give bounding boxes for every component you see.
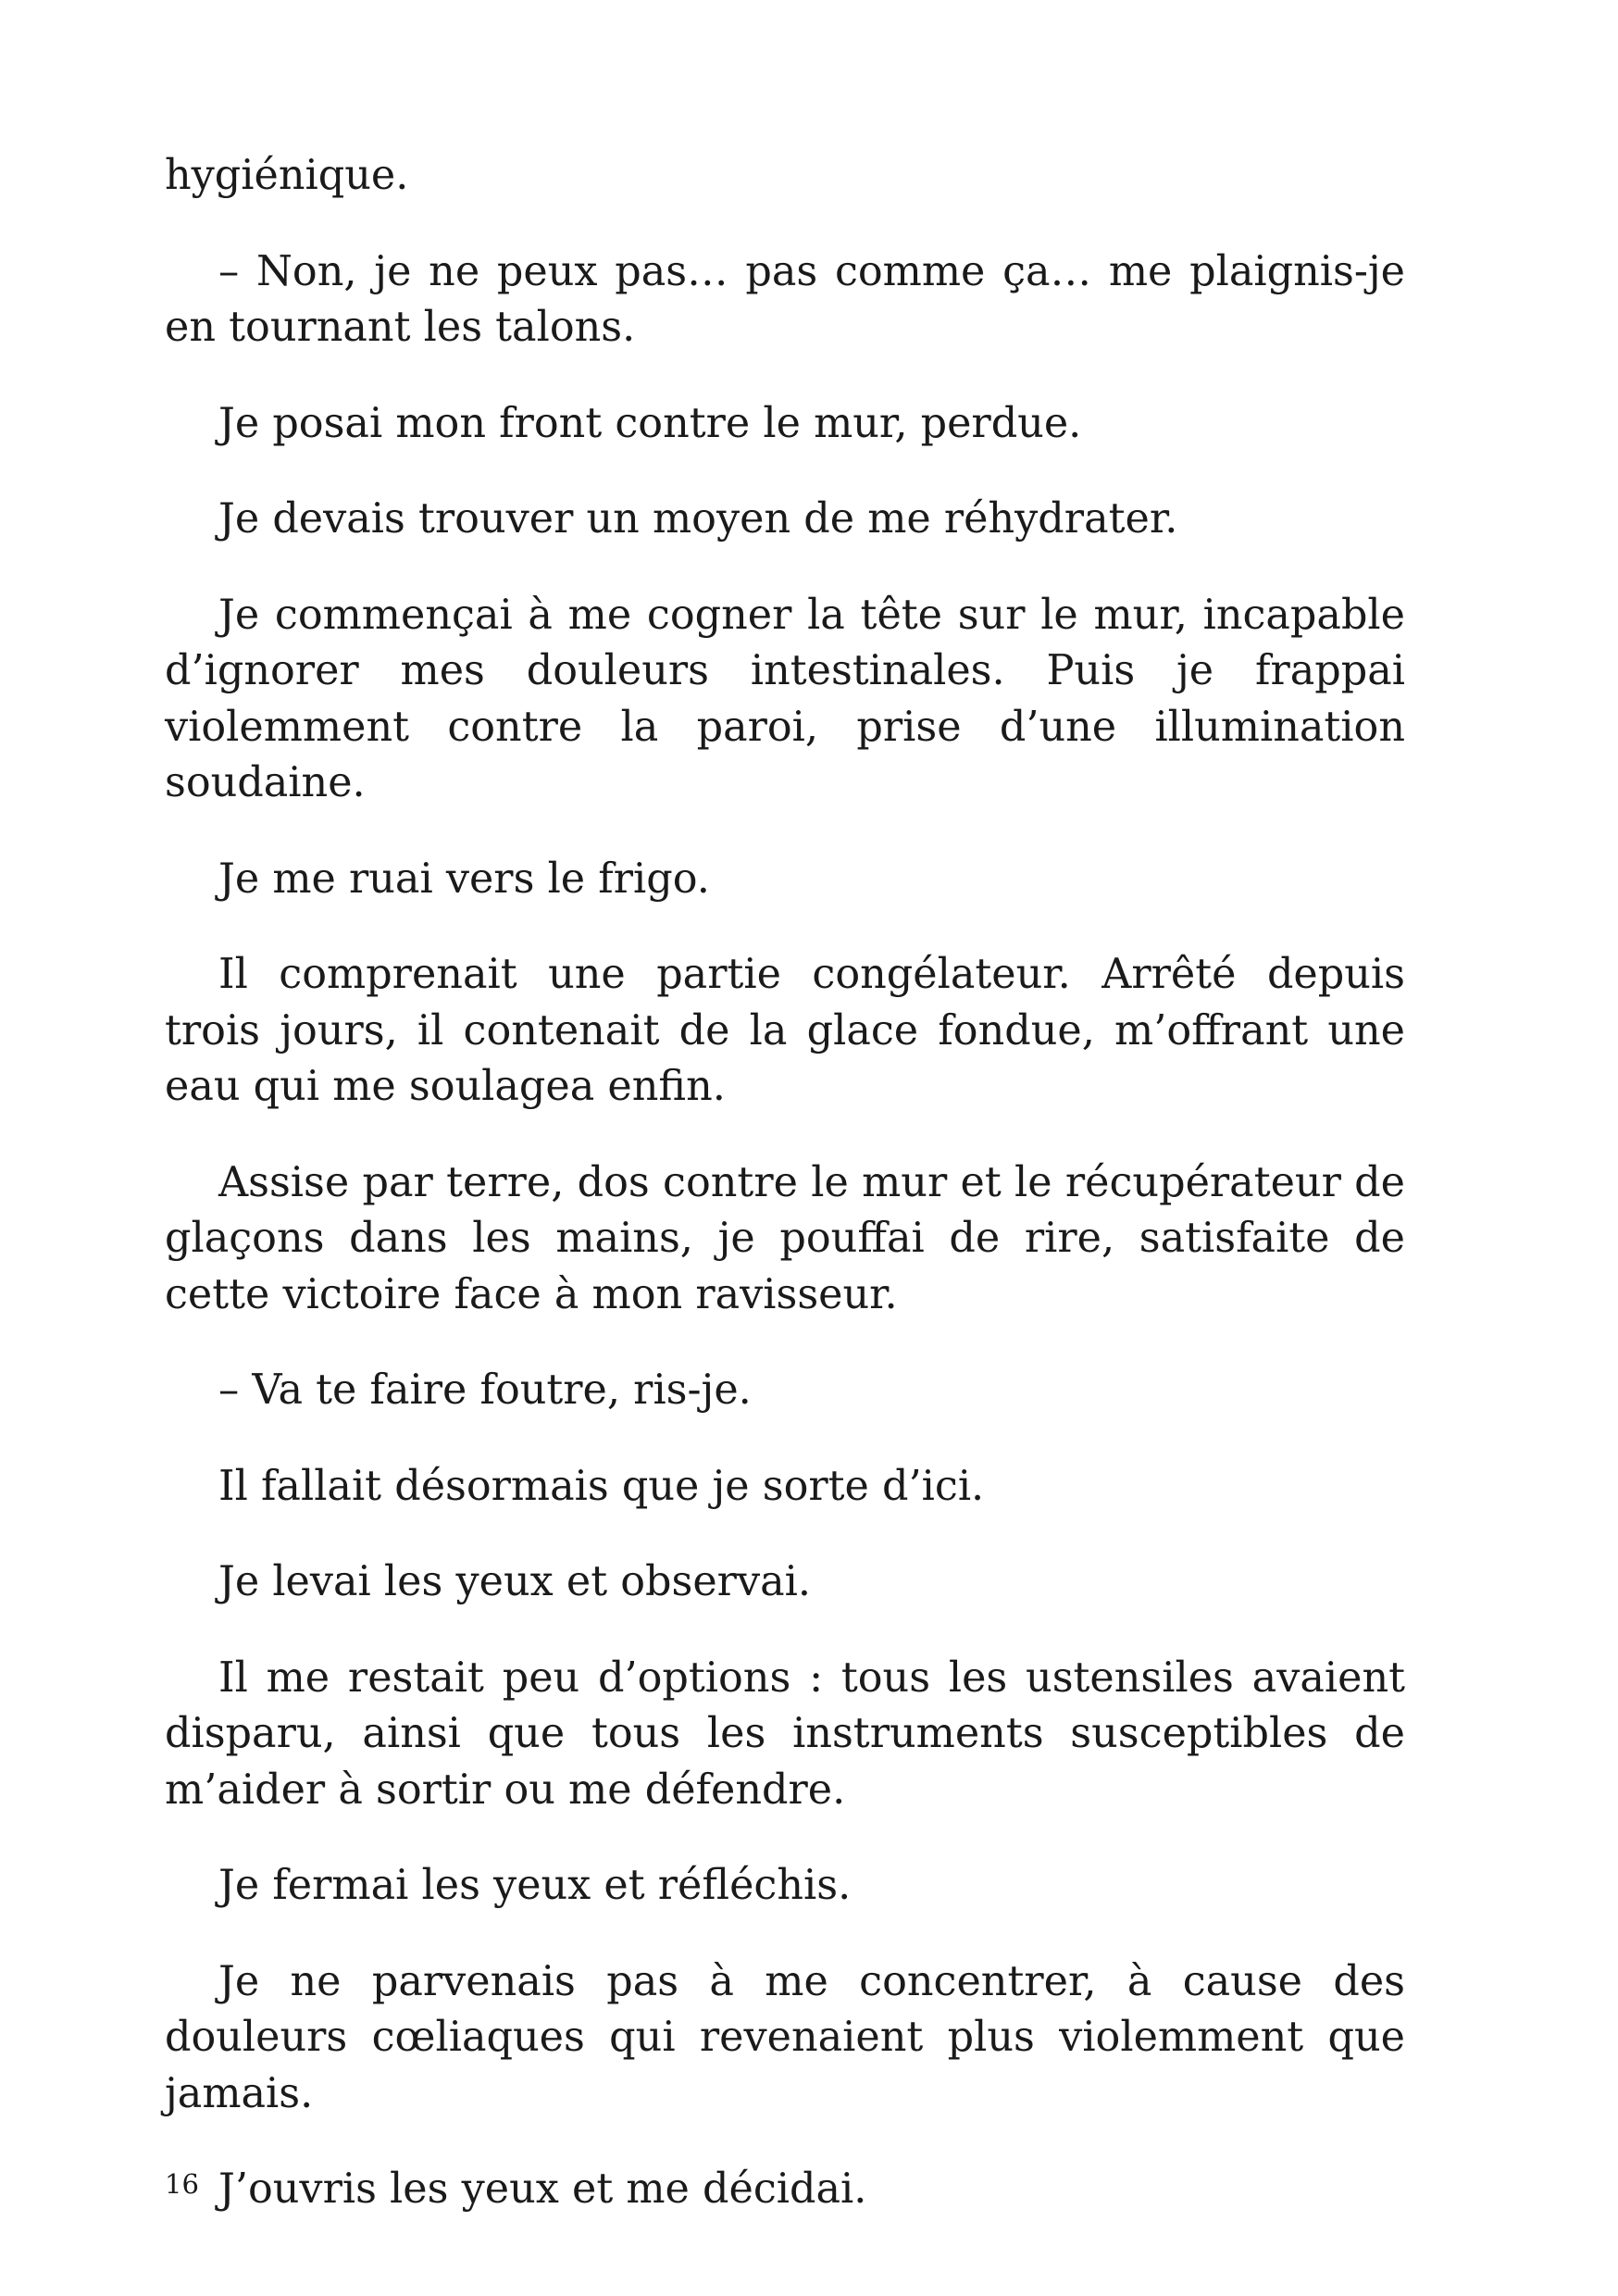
paragraph: Je commençai à me cogner la tête sur le mur, incapable d’ignorer mes douleurs intestinales. Puis je frappai violemment contre la paroi, prise d’une illumination soudaine. (165, 591, 1405, 806)
paragraph: J’ouvris les yeux et me décidai. (218, 2165, 867, 2213)
paragraph: Je levai les yeux et observai. (218, 1558, 811, 1605)
paragraph-continuation: hygiénique. (165, 152, 409, 199)
paragraph: Je fermai les yeux et réfléchis. (218, 1862, 852, 1909)
paragraph: Je posai mon front contre le mur, perdue. (218, 399, 1082, 447)
paragraph: – Non, je ne peux pas… pas comme ça… me plaignis-je en tournant les talons. (165, 247, 1405, 351)
paragraph: – Va te faire foutre, ris-je. (218, 1366, 752, 1414)
body-text (165, 148, 1405, 2258)
paragraph: Je devais trouver un moyen de me réhydrater. (218, 495, 1178, 543)
paragraph: Il fallait désormais que je sorte d’ici. (218, 1462, 985, 1510)
paragraph: Je me ruai vers le frigo. (218, 855, 710, 903)
paragraph: Il comprenait une partie congélateur. Arrêté depuis trois jours, il contenait de la glace fondue, m’offrant une eau qui me soulagea enfin. (165, 951, 1405, 1110)
page-number: 16 (165, 2168, 199, 2200)
paragraph: Il me restait peu d’options : tous les ustensiles avaient disparu, ainsi que tous les instruments susceptibles de m’aider à sortir ou me défendre. (165, 1653, 1405, 1814)
paragraph: Je ne parvenais pas à me concentrer, à cause des douleurs cœliaques qui revenaient plus violemment que jamais. (165, 1957, 1405, 2117)
paragraph: Assise par terre, dos contre le mur et le récupérateur de glaçons dans les mains, je pouffai de rire, satisfaite de cette victoire face à mon ravisseur. (165, 1158, 1405, 1318)
